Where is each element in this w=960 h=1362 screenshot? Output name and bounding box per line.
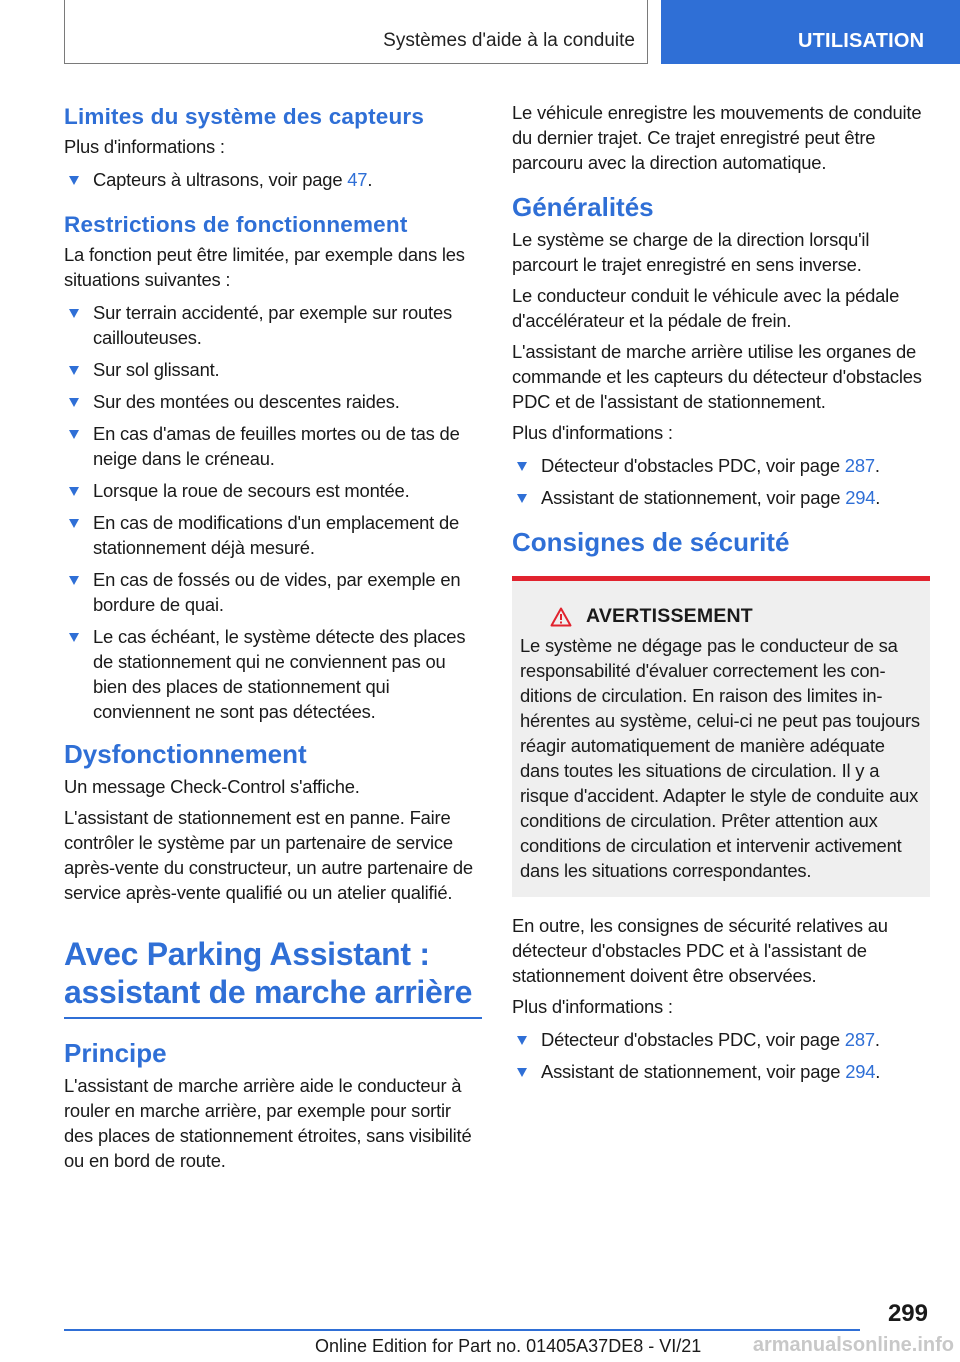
safety-more-info: Plus d'informations :: [512, 996, 673, 1017]
right-column: [512, 100, 930, 1091]
bullet-triangle-icon: [69, 398, 79, 407]
general-more-info: Plus d'informations :: [512, 422, 673, 443]
malfunction-description: L'assistant de stationnement est en panne. Faire contrôler le système par un partenaire de service après-vente du constructeur, un autre partenaire de service après-vente qualifié ou un atelier qualifié.: [64, 807, 473, 903]
page-link[interactable]: 287: [844, 1029, 875, 1050]
heading-malfunction: Dysfonctionnement: [64, 739, 307, 769]
warning-box: [512, 576, 930, 897]
warning-label: AVERTISSEMENT: [586, 605, 753, 627]
bullet-triangle-icon: [517, 494, 527, 503]
page-number: 299: [887, 1300, 928, 1327]
heading-restrictions: Restrictions de fonctionnement: [64, 212, 408, 237]
malfunction-message: Un message Check-Control s'affiche.: [64, 776, 360, 797]
chapter-tab: [661, 0, 960, 64]
general-refs-list: [512, 453, 930, 510]
chapter-heading: Avec Parking Assistant : assistant de marche arrière: [64, 936, 473, 1010]
bullet-triangle-icon: [69, 309, 79, 318]
heading-general: Généralités: [512, 192, 654, 222]
bullet-triangle-icon: [517, 462, 527, 471]
bullet-triangle-icon: [517, 1068, 527, 1077]
warning-header: [550, 605, 924, 628]
page-link[interactable]: 294: [845, 487, 876, 508]
chapter-divider: [64, 1017, 482, 1019]
list-item: Capteurs à ultrasons, voir page 47.: [64, 167, 482, 192]
page-link[interactable]: 287: [844, 455, 875, 476]
intro-text: Le véhicule enregistre les mouvements de conduite du dernier trajet. Ce trajet enregistré peut être parcouru avec la direction automatique.: [512, 102, 922, 173]
chapter-tab-label: UTILISATION: [798, 30, 925, 52]
list-item: Sur des montées ou descentes raides.: [64, 389, 482, 414]
general-text-1: Le système se charge de la direction lorsqu'il parcourt le trajet enregistré en sens inverse.: [512, 229, 870, 275]
bullet-triangle-icon: [69, 633, 79, 642]
page-link[interactable]: 47: [347, 169, 368, 190]
bullet-triangle-icon: [69, 576, 79, 585]
bullet-triangle-icon: [69, 430, 79, 439]
bullet-triangle-icon: [69, 366, 79, 375]
limits-list: [64, 167, 482, 192]
warning-triangle-icon: [550, 607, 572, 627]
general-text-2: Le conducteur conduit le véhicule avec la pédale d'accélérateur et la pédale de frein.: [512, 285, 900, 331]
watermark: armanualsonline.info: [752, 1334, 954, 1356]
list-item: Lorsque la roue de secours est montée.: [64, 478, 482, 503]
warning-text: Le système ne dégage pas le conducteur de sa responsabilité d'évaluer correctement les conditions de circulation. En raison des limites inhérentes au système, celui-ci ne peut pas toujours réagir automatiquement de manière adéquate dans toutes les situations de circulation. Il y a risque d'accident. Adapter le style de conduite aux conditions de circulation. Prêter attention aux conditions de circulation et intervenir activement dans les situations correspondantes.: [520, 635, 920, 881]
list-item: Sur terrain accidenté, par exemple sur routes caillouteuses.: [64, 300, 482, 350]
footer-divider: [64, 1329, 860, 1331]
section-title: Systèmes d'aide à la conduite: [383, 30, 635, 51]
list-item: Sur sol glissant.: [64, 357, 482, 382]
list-item: En cas de fossés ou de vides, par exemple en bordure de quai.: [64, 567, 482, 617]
general-text-3: L'assistant de marche arrière utilise les organes de commande et les capteurs du détecteur d'obstacles PDC et de l'assistant de stationnement.: [512, 341, 922, 412]
list-item: Détecteur d'obstacles PDC, voir page 287.: [512, 1027, 930, 1052]
list-item: Assistant de stationnement, voir page 294.: [512, 485, 930, 510]
list-item: Le cas échéant, le système détecte des places de stationnement qui ne conviennent pas ou bien des places de stationnement qui conviennent ne sont pas détectées.: [64, 624, 482, 724]
bullet-triangle-icon: [69, 176, 79, 185]
list-item: En cas de modifications d'un emplacement de stationnement déjà mesuré.: [64, 510, 482, 560]
left-column: [64, 100, 482, 1179]
limits-intro: Plus d'informations :: [64, 136, 225, 157]
safety-refs-list: [512, 1027, 930, 1084]
bullet-triangle-icon: [517, 1036, 527, 1045]
list-item: Détecteur d'obstacles PDC, voir page 287.: [512, 453, 930, 478]
heading-sensor-limits: Limites du système des capteurs: [64, 104, 425, 129]
page-link[interactable]: 294: [845, 1061, 876, 1082]
bullet-triangle-icon: [69, 487, 79, 496]
list-item: En cas d'amas de feuilles mortes ou de tas de neige dans le créneau.: [64, 421, 482, 471]
heading-safety: Consignes de sécurité: [512, 527, 790, 557]
safety-text: En outre, les consignes de sécurité relatives au détecteur d'obstacles PDC et à l'assistant de stationnement doivent être observées.: [512, 915, 888, 986]
header-frame: [64, 0, 648, 64]
heading-principle: Principe: [64, 1037, 167, 1068]
restrictions-list: [64, 300, 482, 724]
list-item: Assistant de stationnement, voir page 294.: [512, 1059, 930, 1084]
edition-note: Online Edition for Part no. 01405A37DE8 - VI/21: [315, 1336, 702, 1356]
principle-text: L'assistant de marche arrière aide le conducteur à rouler en marche arrière, par exemple pour sortir des places de stationnement étroites, sans visibilité ou en bord de route.: [64, 1074, 472, 1171]
restrictions-intro: La fonction peut être limitée, par exemple dans les situations suivantes :: [64, 244, 465, 290]
bullet-triangle-icon: [69, 519, 79, 528]
